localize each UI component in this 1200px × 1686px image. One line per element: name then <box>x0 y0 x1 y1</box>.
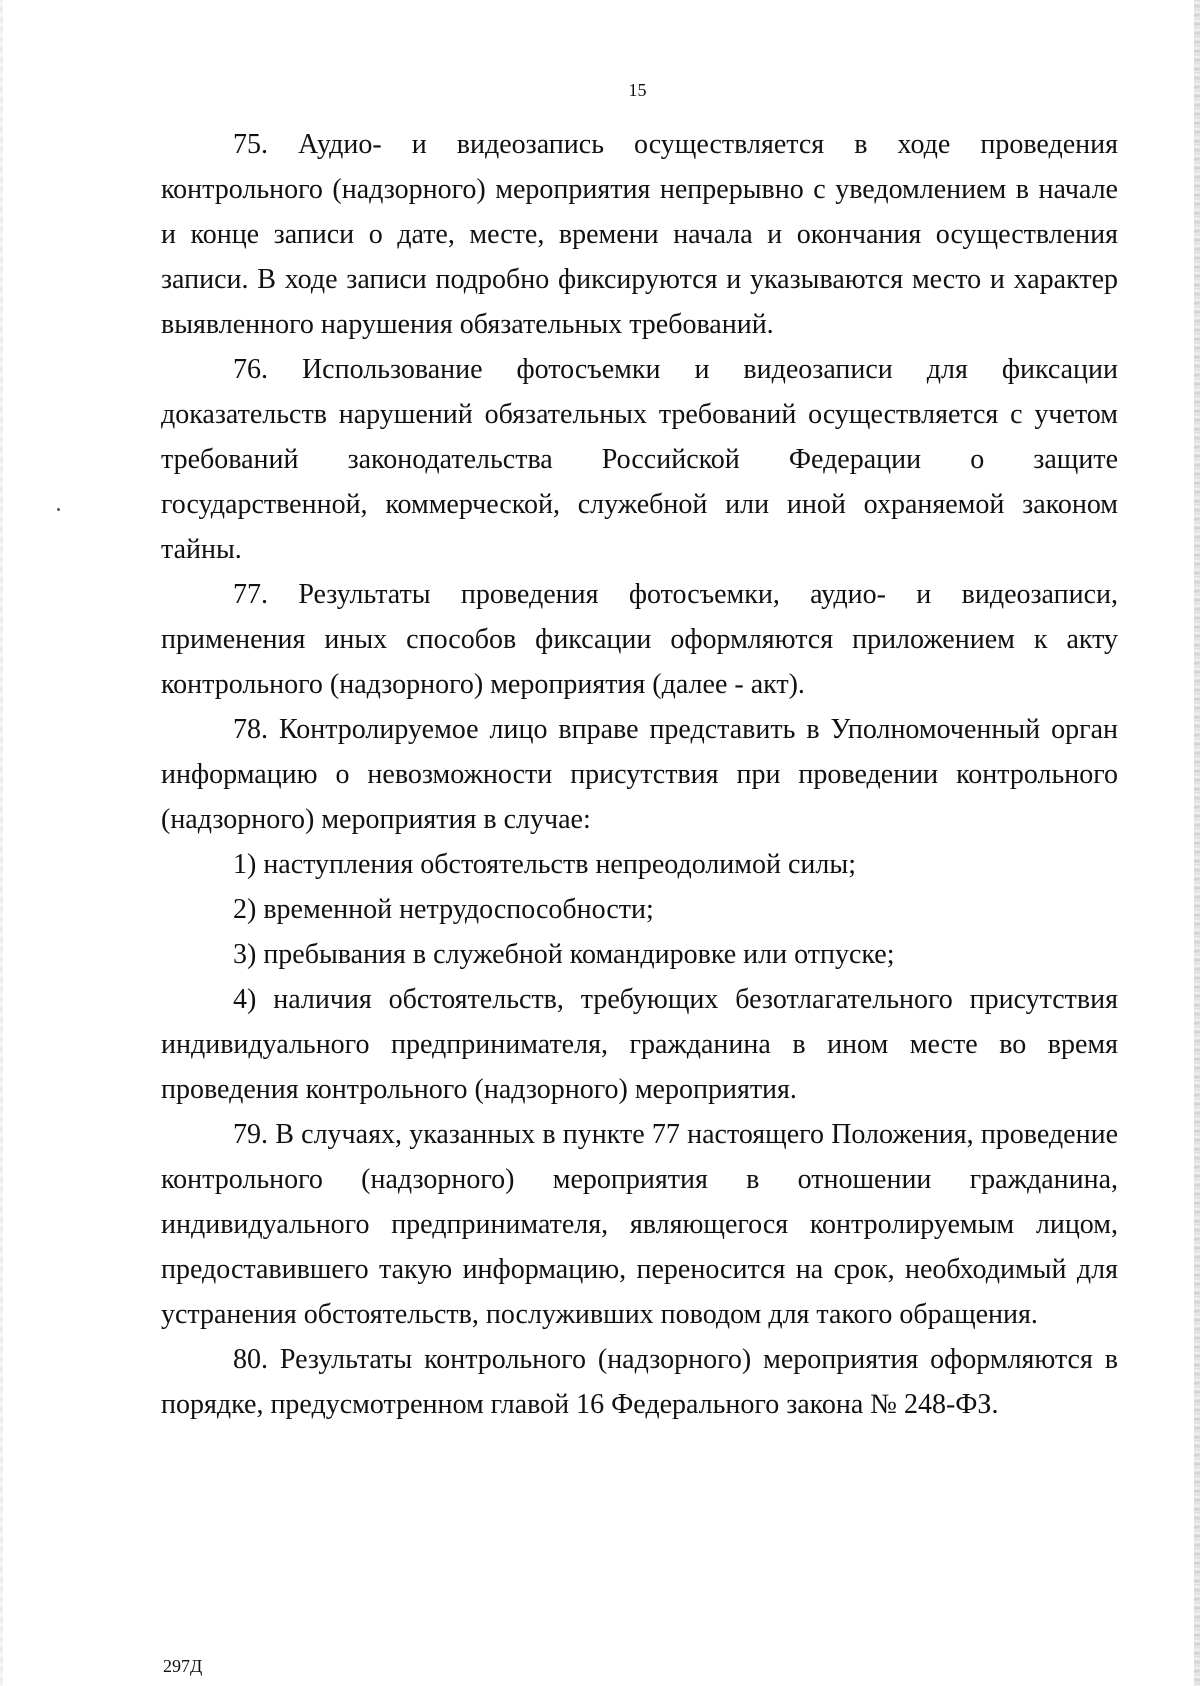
paragraph-76: 76. Использование фотосъемки и видеозаписи для фиксации доказательств нарушений обязательных требований осуществляется с учетом требований законодательства Российской Федерации о защите государственной, коммерческой, служебной или иной охраняемой законом тайны. <box>161 354 1118 565</box>
paragraph-75: 75. Аудио- и видеозапись осуществляется в ходе проведения контрольного (надзорного) мероприятия непрерывно с уведомлением в начале и конце записи о дате, месте, времени начала и окончания осуществления записи. В ходе записи подробно фиксируются и указываются место и характер выявленного нарушения обязательных требований. <box>161 129 1118 340</box>
paragraph-79: 79. В случаях, указанных в пункте 77 настоящего Положения, проведение контрольного (надзорного) мероприятия в отношении гражданина, индивидуального предпринимателя, являющегося контролируемым лицом, предоставившего такую информацию, переносится на срок, необходимый для устранения обстоятельств, послуживших поводом для такого обращения. <box>161 1119 1118 1330</box>
paragraph-80: 80. Результаты контрольного (надзорного) мероприятия оформляются в порядке, предусмотренном главой 16 Федерального закона № 248-ФЗ. <box>161 1344 1118 1420</box>
footer-code: 297Д <box>163 1656 203 1676</box>
list-item-1: 1) наступления обстоятельств непреодолимой силы; <box>233 849 856 880</box>
list-item-3: 3) пребывания в служебной командировке или отпуске; <box>233 939 895 970</box>
document-body <box>161 122 1118 1427</box>
scan-left-edge <box>0 0 3 1686</box>
list-item-4: 4) наличия обстоятельств, требующих безотлагательного присутствия индивидуального предпринимателя, гражданина в ином месте во время проведения контрольного (надзорного) мероприятия. <box>161 984 1118 1105</box>
scan-right-edge <box>1194 0 1200 1686</box>
paragraph-77: 77. Результаты проведения фотосъемки, аудио- и видеозаписи, применения иных способов фиксации оформляются приложением к акту контрольного (надзорного) мероприятия (далее - акт). <box>161 579 1118 700</box>
list-item-2: 2) временной нетрудоспособности; <box>233 894 654 925</box>
paragraph-78: 78. Контролируемое лицо вправе представить в Уполномоченный орган информацию о невозможности присутствия при проведении контрольного (надзорного) мероприятия в случае: <box>161 714 1118 835</box>
scan-speck <box>57 508 60 511</box>
page-number: 15 <box>628 80 647 100</box>
